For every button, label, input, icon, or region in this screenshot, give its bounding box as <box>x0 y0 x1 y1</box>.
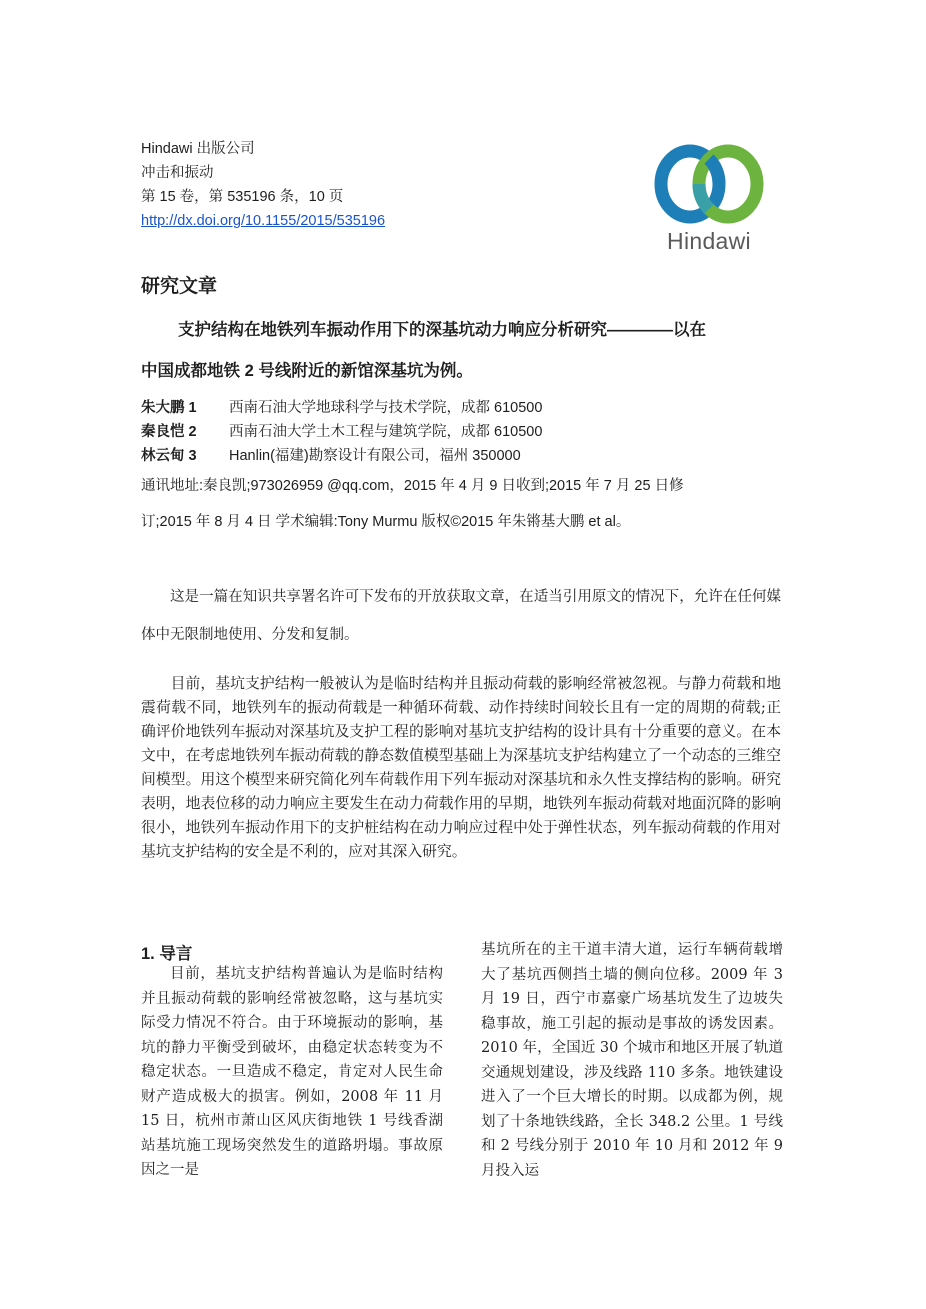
correspondence-line-2: 订;2015 年 8 月 4 日 学术编辑:Tony Murmu 版权©2015 年朱锵基大鹏 et al。 <box>141 514 631 530</box>
hindawi-rings-icon <box>650 142 768 228</box>
title-line-1: 支护结构在地铁列车振动作用下的深基坑动力响应分析研究————以在 <box>178 321 706 339</box>
section-heading-introduction: 1. 导言 <box>141 945 193 963</box>
author-affiliation: 西南石油大学土木工程与建筑学院，成都 610500 <box>229 424 543 440</box>
article-type: 研究文章 <box>141 276 218 297</box>
author-name: 林云甸 3 <box>141 448 197 464</box>
license-paragraph: 这是一篇在知识共享署名许可下发布的开放获取文章，在适当引用原文的情况下，允许在任何媒体中无限制地使用、分发和复制。 <box>141 589 781 643</box>
publisher-line: Hindawi 出版公司 <box>141 141 255 157</box>
author-affiliation: Hanlin(福建)勘察设计有限公司，福州 350000 <box>229 448 521 464</box>
title-line-2: 中国成都地铁 2 号线附近的新馆深基坑为例。 <box>141 362 473 380</box>
intro-column-right: 基坑所在的主干道丰清大道，运行车辆荷载增大了基坑西侧挡土墙的侧向位移。2009 年 3 月 19 日，西宁市嘉豪广场基坑发生了边坡失稳事故，施工引起的振动是事故的诱发因素。2010 年，全国近 30 个城市和地区开展了轨道交通规划建设，涉及线路 110 多条。地铁建设进入了一个巨大增长的时期。以成都为例，规划了十条地铁线路，全长 348.2 公里。1 号线和 2 号线分别于 2010 年 10 月和 2012 年 9 月投入运 <box>481 942 783 1179</box>
author-name: 秦良恺 2 <box>141 424 197 440</box>
author-name: 朱大鹏 1 <box>141 400 197 416</box>
intro-column-left: 目前，基坑支护结构普遍认为是临时结构并且振动荷载的影响经常被忽略，这与基坑实际受力情况不符合。由于环境振动的影响，基坑的静力平衡受到破坏，由稳定状态转变为不稳定状态。一旦造成不稳定，肯定对人民生命财产造成极大的损害。例如，2008 年 11 月 15 日，杭州市萧山区风庆街地铁 1 号线香湖站基坑施工现场突然发生的道路坍塌。事故原因之一是 <box>141 966 443 1178</box>
correspondence-line-1: 通讯地址:秦良凯;973026959 @qq.com，2015 年 4 月 9 日收到;2015 年 7 月 25 日修 <box>141 478 684 494</box>
author-affiliation: 西南石油大学地球科学与技术学院，成都 610500 <box>229 400 543 416</box>
abstract-paragraph: 目前，基坑支护结构一般被认为是临时结构并且振动荷载的影响经常被忽视。与静力荷载和地震荷载不同，地铁列车的振动荷载是一种循环荷载、动作持续时间较长且有一定的周期的荷载;正确评价地铁列车振动对深基坑及支护工程的影响对基坑支护结构的设计具有十分重要的意义。在本文中，在考虑地铁列车振动荷载的静态数值模型基础上为深基坑支护结构建立了一个动态的三维空间模型。用这个模型来研究简化列车荷载作用下列车振动对深基坑和永久性支撑结构的影响。研究表明，地表位移的动力响应主要发生在动力荷载作用的早期，地铁列车振动荷载对地面沉降的影响很小，地铁列车振动作用下的支护桩结构在动力响应过程中处于弹性状态，列车振动荷载的作用对基坑支护结构的安全是不利的，应对其深入研究。 <box>141 675 781 860</box>
hindawi-logo <box>650 142 768 260</box>
journal-line: 冲击和振动 <box>141 165 214 181</box>
logo-wordmark: Hindawi <box>667 228 751 254</box>
doi-link[interactable]: http://dx.doi.org/10.1155/2015/535196 <box>141 213 386 229</box>
volume-line: 第 15 卷，第 535196 条，10 页 <box>141 189 344 205</box>
